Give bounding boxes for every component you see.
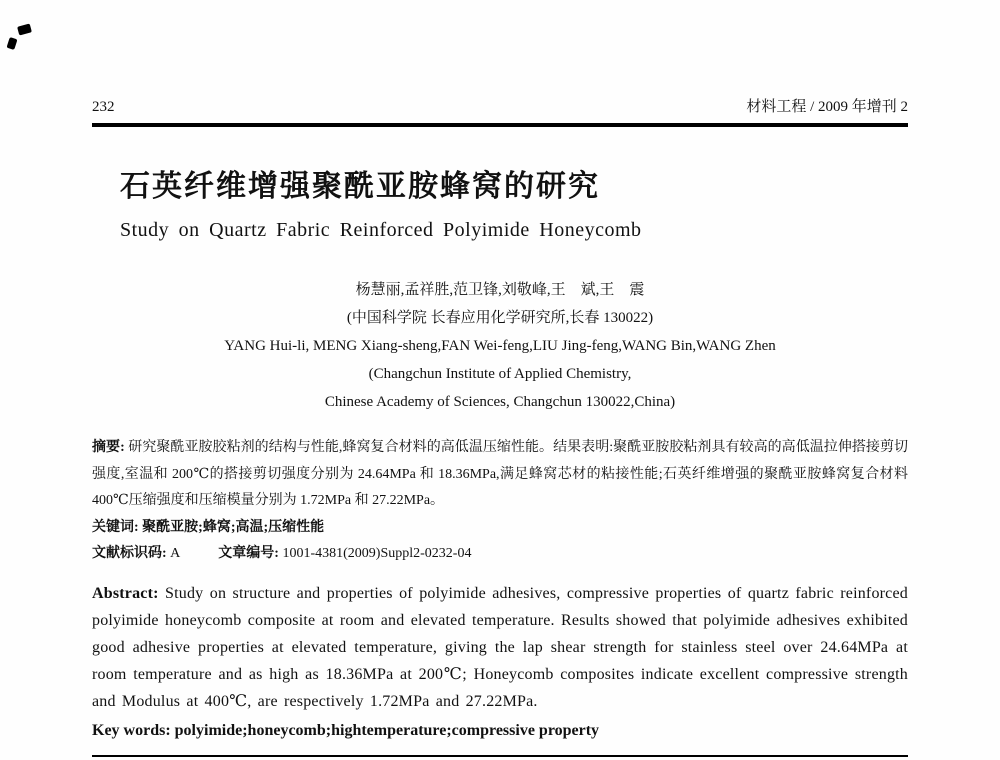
keywords-en-label: Key words: [92, 721, 171, 739]
scan-artifact [17, 23, 32, 35]
journal-info: 材料工程 / 2009 年增刊 2 [746, 99, 908, 115]
abstract-zh [92, 435, 908, 515]
page-number: 232 [92, 99, 115, 115]
doc-code-label: 文献标识码: [92, 545, 167, 561]
keywords-zh-text: 聚酰亚胺;蜂窝;高温;压缩性能 [138, 519, 325, 535]
keywords-zh-label: 关键词: [92, 519, 139, 535]
affiliation-en-line2: Chinese Academy of Sciences, Changchun 130022,China) [324, 394, 676, 410]
scan-artifact [6, 37, 17, 50]
authors-zh: 杨慧丽,孟祥胜,范卫锋,刘敬峰,王 斌,王 震 [355, 282, 645, 298]
abstract-zh-text: 研究聚酰亚胺胶粘剂的结构与性能,蜂窝复合材料的高低温压缩性能。结果表明:聚酰亚胺胶粘剂具有较高的高低温拉伸搭接剪切强度,室温和 200℃的搭接剪切强度分别为 24.64MPa 和 18.36MPa,满足蜂窝芯材的粘接性能;石英纤维增强的聚酰亚胺蜂窝复合材料 400℃压缩强度和压缩模量分别为 1.72MPa 和 27.22MPa。 [92, 440, 908, 508]
keywords-en-text: polyimide;honeycomb;hightemperature;compressive property [170, 721, 600, 739]
authors-block [92, 276, 908, 416]
authors-en: YANG Hui-li, MENG Xiang-sheng,FAN Wei-feng,LIU Jing-feng,WANG Bin,WANG Zhen [224, 338, 776, 354]
affiliation-zh: (中国科学院 长春应用化学研究所,长春 130022) [346, 310, 654, 326]
header-rule [92, 123, 908, 127]
article-id-value: 1001-4381(2009)Suppl2-0232-04 [278, 545, 472, 561]
title-en: Study on Quartz Fabric Reinforced Polyimide Honeycomb [120, 219, 642, 241]
footer-rule [92, 755, 908, 757]
meta-line [92, 541, 908, 567]
abstract-en [92, 580, 908, 715]
doc-code-value: A [166, 545, 181, 561]
title-zh: 石英纤维增强聚酰亚胺蜂窝的研究 [120, 170, 600, 203]
keywords-en [92, 719, 908, 743]
article-id-label: 文章编号: [218, 545, 279, 561]
page-header [92, 0, 908, 116]
keywords-zh [92, 515, 908, 541]
affiliation-en-line1: (Changchun Institute of Applied Chemistry, [368, 366, 632, 382]
abstract-en-text: Study on structure and properties of polyimide adhesives, compressive properties of quartz fabric reinforced polyimide honeycomb composite at room and elevated temperature. Results showed that polyimide adhesives exhibited good adhesive properties at elevated temperature, giving the lap shear strength for stainless steel over 24.64MPa at room temperature and as high as 18.36MPa at 200℃; Honeycomb composites indicate excellent compressive strength and Modulus at 400℃, are respectively 1.72MPa and 27.22MPa. [92, 584, 908, 710]
abstract-en-label: Abstract: [92, 584, 159, 602]
abstract-zh-label: 摘要: [92, 440, 125, 455]
